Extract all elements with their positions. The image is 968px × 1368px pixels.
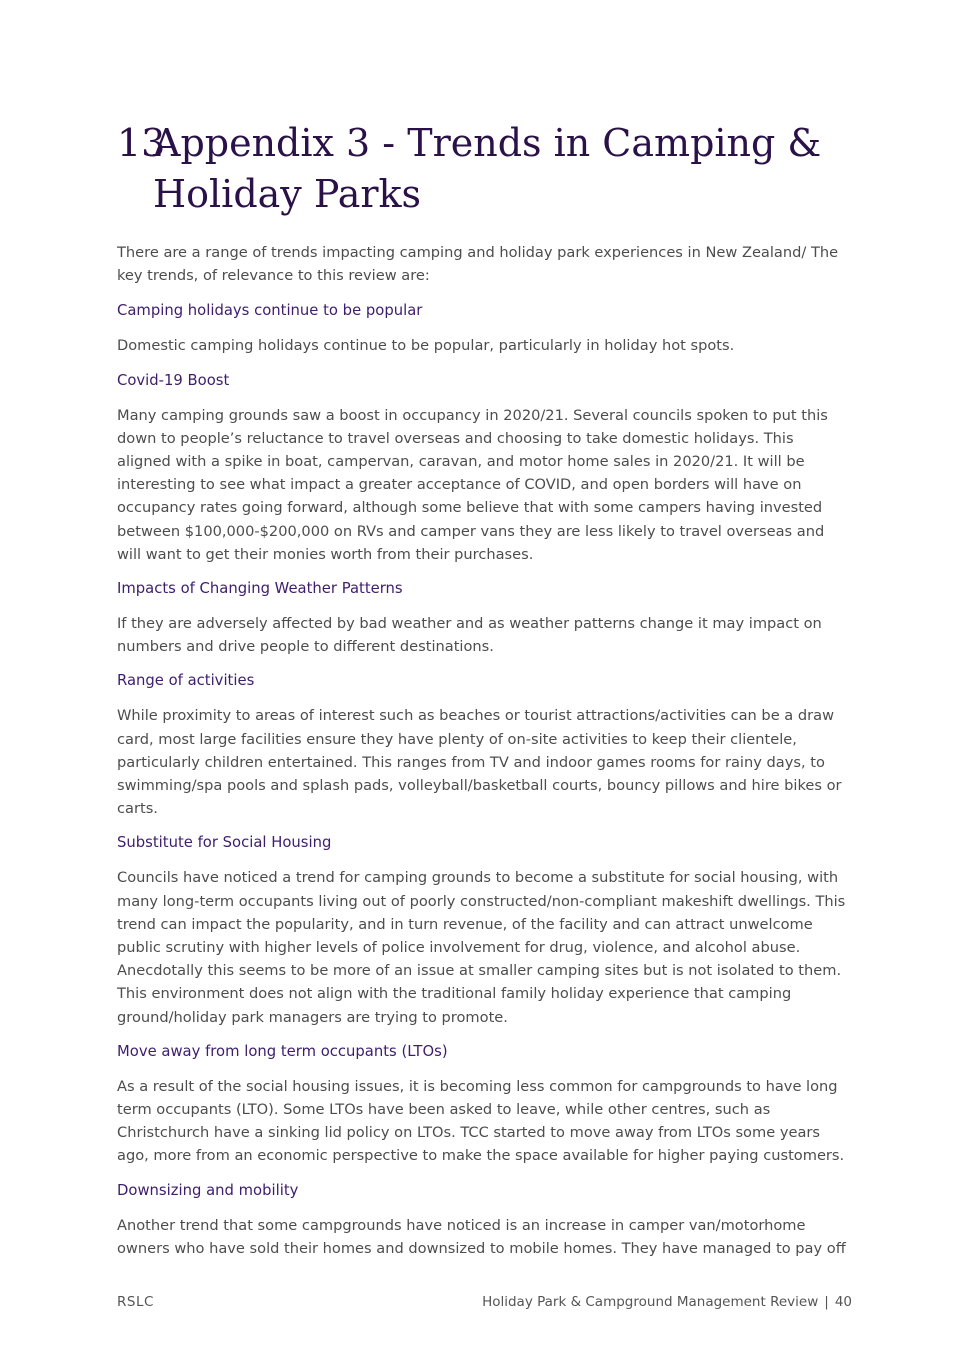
section-body: While proximity to areas of interest such as beaches or tourist attractions/activities can be a draw card, most large facilities ensure they have plenty of on-site activities to keep their clientele, particularly children entertained. This ranges from TV and indoor games rooms for rainy days, to swimming/spa pools and splash pads, volleyball/basketball courts, bouncy pillows and hire bikes or carts.	[117, 707, 842, 818]
page-number: 40	[834, 1294, 852, 1310]
section-heading: Downsizing and mobility	[117, 1181, 299, 1199]
section-heading: Substitute for Social Housing	[117, 834, 332, 852]
section-heading: Camping holidays continue to be popular	[117, 302, 423, 320]
section-body: Domestic camping holidays continue to be popular, particularly in holiday hot spots.	[117, 337, 735, 355]
section-body: Another trend that some campgrounds have noticed is an increase in camper van/motorhome owners who have sold their homes and downsized to mobile homes. They have managed to pay off	[117, 1216, 846, 1257]
section-body: Many camping grounds saw a boost in occupancy in 2020/21. Several councils spoken to put this down to people’s reluctance to travel overseas and choosing to take domestic holidays. This aligned with a spike in boat, campervan, caravan, and motor home sales in 2020/21. It will be interesting to see what impact a greater acceptance of COVID, and open borders will have on occupancy rates going forward, although some believe that with some campers having invested between $100,000-$200,000 on RVs and camper vans they are less likely to travel overseas and will want to get their monies worth from their purchases.	[117, 406, 828, 563]
section-body: As a result of the social housing issues, it is becoming less common for campgrounds to have long term occupants (LTO). Some LTOs have been asked to leave, while other centres, such as Christchurch have a sinking lid policy on LTOs. TCC started to move away from LTOs some years ago, more from an economic perspective to make the space available for higher paying customers.	[117, 1077, 845, 1165]
section-heading: Range of activities	[117, 672, 255, 690]
page-content	[117, 118, 852, 1273]
section-number: 13	[117, 121, 166, 165]
footer-org: RSLC	[117, 1294, 154, 1310]
page-footer	[117, 1294, 852, 1312]
footer-separator: |	[824, 1294, 829, 1310]
section-body: If they are adversely affected by bad weather and as weather patterns change it may impact on numbers and drive people to different destinations.	[117, 615, 822, 656]
footer-right	[482, 1294, 852, 1310]
section-heading: Covid-19 Boost	[117, 371, 230, 389]
section-heading: Impacts of Changing Weather Patterns	[117, 580, 403, 598]
page-title	[117, 118, 852, 220]
footer-doc-title: Holiday Park & Campground Management Review	[482, 1294, 819, 1310]
section-heading: Move away from long term occupants (LTOs)	[117, 1042, 448, 1060]
intro-paragraph: There are a range of trends impacting camping and holiday park experiences in New Zealand/ The key trends, of relevance to this review are:	[117, 244, 839, 285]
section-title: Appendix 3 - Trends in Camping & Holiday Parks	[153, 121, 822, 216]
section-body: Councils have noticed a trend for camping grounds to become a substitute for social housing, with many long-term occupants living out of poorly constructed/non-compliant makeshift dwellings. This trend can impact the popularity, and in turn revenue, of the facility and can attract unwelcome public scrutiny with higher levels of police involvement for drug, violence, and alcohol abuse. Anecdotally this seems to be more of an issue at smaller camping sites but is not isolated to them. This environment does not align with the traditional family holiday experience that camping ground/holiday park managers are trying to promote.	[117, 869, 846, 1026]
